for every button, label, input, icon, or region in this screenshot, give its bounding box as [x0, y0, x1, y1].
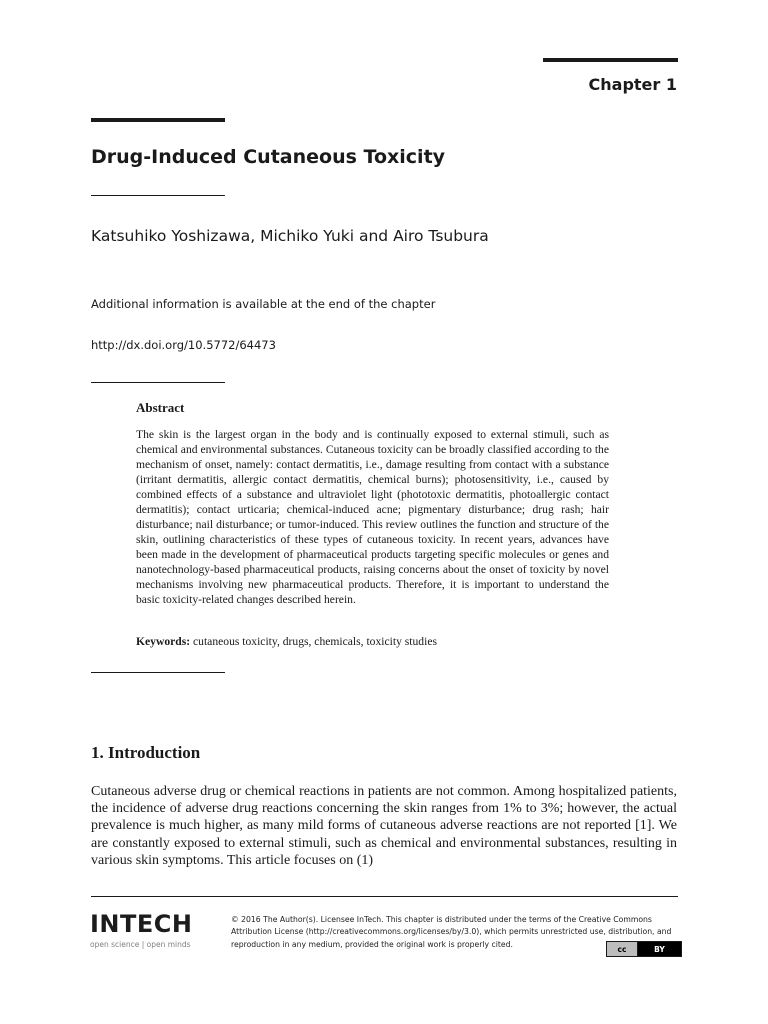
- introduction-paragraph: Cutaneous adverse drug or chemical reactions in patients are not common. Among hospitalized patients, the incidence of adverse drug reactions concerning the skin ranges from 1% to 3%; however, the actual prevalence is much higher, as many mild forms of cutaneous adverse reactions are not reported [1]. We are constantly exposed to external stimuli, such as chemical and environmental substances, resulting in various skin symptoms. This article focuses on (1): [91, 784, 677, 868]
- abstract-top-rule: [91, 382, 225, 383]
- intech-logo-wordmark: INTECH: [90, 910, 193, 938]
- author-list: Katsuhiko Yoshizawa, Michiko Yuki and Airo Tsubura: [91, 227, 489, 245]
- keywords-line: [136, 635, 609, 648]
- additional-info-note: Additional information is available at the end of the chapter: [91, 297, 436, 311]
- title-bottom-rule: [91, 195, 225, 196]
- title-top-rule: [91, 118, 225, 122]
- keywords-label: Keywords:: [136, 635, 191, 648]
- intech-logo: [90, 912, 192, 949]
- chapter-rule: [543, 58, 678, 62]
- doi-link[interactable]: http://dx.doi.org/10.5772/64473: [91, 338, 276, 352]
- intech-logo-tagline: open science | open minds: [90, 940, 191, 949]
- chapter-label: Chapter 1: [588, 75, 677, 94]
- abstract-bottom-rule: [91, 672, 225, 673]
- cc-icon: cc: [607, 942, 638, 956]
- cc-by-license-badge[interactable]: [606, 941, 682, 957]
- by-icon: BY: [638, 942, 681, 956]
- abstract-body: The skin is the largest organ in the body and is continually exposed to external stimuli, such as chemical and environmental substances. Cutaneous toxicity can be broadly classified according to the mechanism of onset, namely: contact dermatitis, i.e., damage resulting from contact with a substance (irritant dermatitis, allergic contact dermatitis, chemical burns); photosensitivity, i.e., caused by combined effects of a substance and ultraviolet light (phototoxic dermatitis, photoallergic contact dermatitis); contact urticaria; chemical-induced acne; pigmentary disturbance; drug rash; hair disturbance; nail disturbance; or tumor-induced. This review outlines the function and structure of the skin, outlining characteristics of these types of cutaneous toxicity. In recent years, advances have been made in the development of pharmaceutical products targeting specific molecules or genes and nanotechnology-based pharmaceutical products, raising concerns about the onset of toxicity by novel mechanisms involving new pharmaceutical products. Therefore, it is important to understand the basic toxicity-related changes described herein.: [136, 428, 609, 606]
- footer-rule: [91, 896, 678, 897]
- abstract-heading: Abstract: [136, 400, 185, 415]
- keywords-list: cutaneous toxicity, drugs, chemicals, toxicity studies: [193, 635, 437, 648]
- section-heading-introduction: 1. Introduction: [91, 743, 201, 762]
- article-title: Drug-Induced Cutaneous Toxicity: [91, 146, 446, 168]
- license-notice: © 2016 The Author(s). Licensee InTech. This chapter is distributed under the terms of the Creative Commons Attribution License (http://creativecommons.org/licenses/by/3.0), which permits unrestricted use, distribution, and reproduction in any medium, provided the original work is properly cited.: [231, 915, 672, 949]
